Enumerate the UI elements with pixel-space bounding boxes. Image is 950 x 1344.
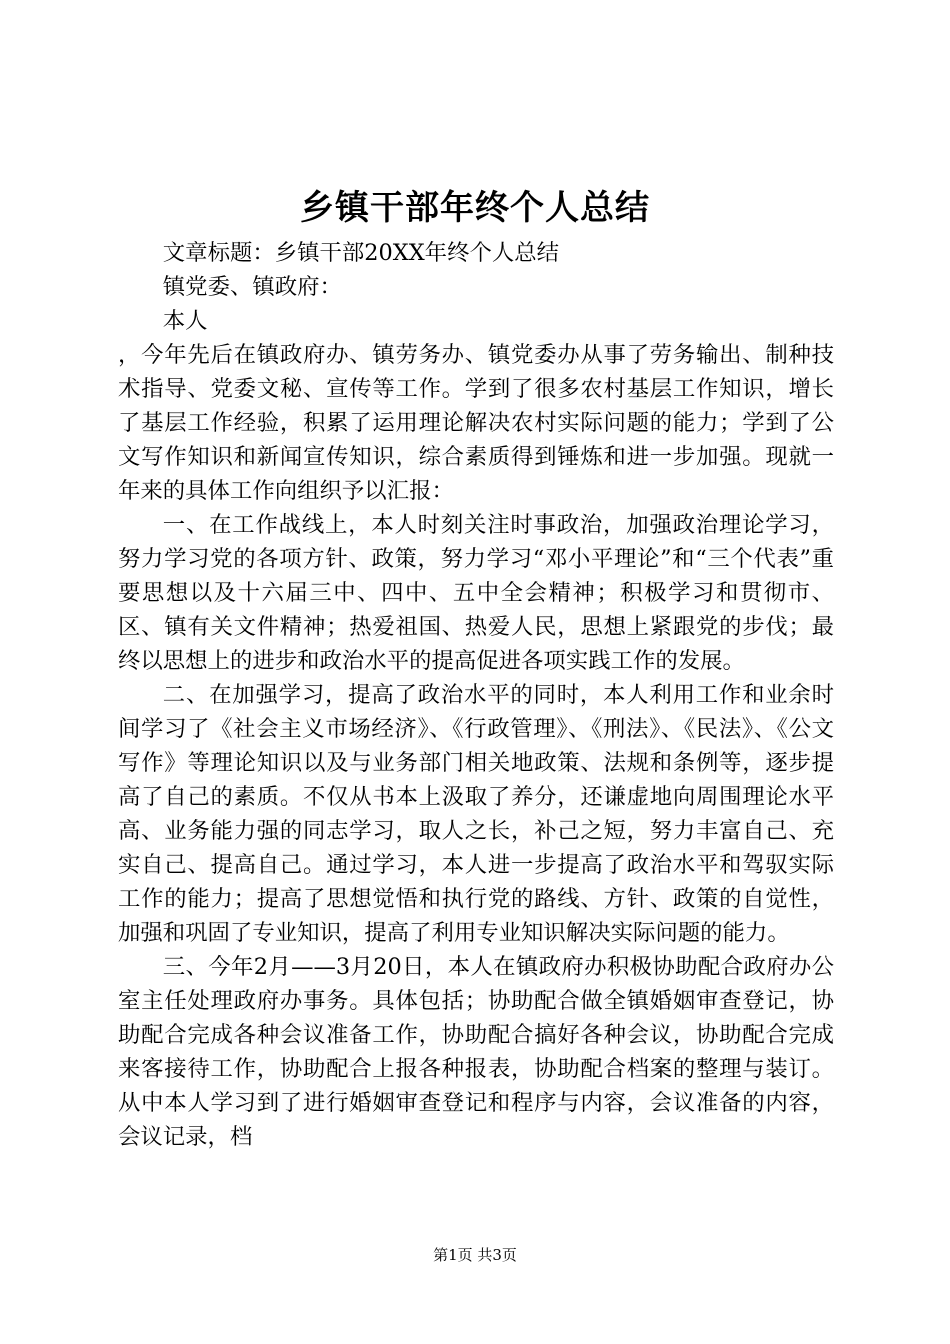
self-intro: 本人 <box>162 308 208 334</box>
salutation: 镇党委、镇政府： <box>162 274 342 300</box>
body-paragraph-intro: ，今年先后在镇政府办、镇劳务办、镇党委办从事了劳务输出、制种技术指导、党委文秘、宣传等工作。学到了很多农村基层工作知识，增长了基层工作经验，积累了运用理论解决农村实际问题的能力；学到了公文写作知识和新闻宣传知识，综合素质得到锤炼和进一步加强。现就一年来的具体工作向组织予以汇报： <box>118 342 834 504</box>
document-title: 乡镇干部年终个人总结 <box>300 188 650 228</box>
article-title-line: 文章标题：乡镇干部20XX年终个人总结 <box>162 240 560 266</box>
body-paragraph-3: 三、今年2月——3月20日，本人在镇政府办积极协助配合政府办公室主任处理政府办事务。具体包括；协助配合做全镇婚姻审查登记，协助配合完成各种会议准备工作，协助配合搞好各种会议，协助配合完成来客接待工作，协助配合上报各种报表，协助配合档案的整理与装订。从中本人学习到了进行婚姻审查登记和程序与内容，会议准备的内容，会议记录，档 <box>118 954 834 1150</box>
page-indicator: 第1页 共3页 <box>433 1246 517 1264</box>
page-footer <box>0 1245 950 1265</box>
body-paragraph-2: 二、在加强学习，提高了政治水平的同时，本人利用工作和业余时间学习了《社会主义市场经济》、《行政管理》、《刑法》、《民法》、《公文写作》等理论知识以及与业务部门相关地政策、法规和条例等，逐步提高了自己的素质。不仅从书本上汲取了养分，还谦虚地向周围理论水平高、业务能力强的同志学习，取人之长，补己之短，努力丰富自己、充实自己、提高自己。通过学习，本人进一步提高了政治水平和驾驭实际工作的能力；提高了思想觉悟和执行党的路线、方针、政策的自觉性，加强和巩固了专业知识，提高了利用专业知识解决实际问题的能力。 <box>118 682 834 946</box>
body-paragraph-1: 一、在工作战线上，本人时刻关注时事政治，加强政治理论学习，努力学习党的各项方针、政策，努力学习“邓小平理论”和“三个代表”重要思想以及十六届三中、四中、五中全会精神；积极学习和贯彻市、区、镇有关文件精神；热爱祖国、热爱人民，思想上紧跟党的步伐；最终以思想上的进步和政治水平的提高促进各项实践工作的发展。 <box>118 512 834 674</box>
document-body <box>118 236 834 1154</box>
